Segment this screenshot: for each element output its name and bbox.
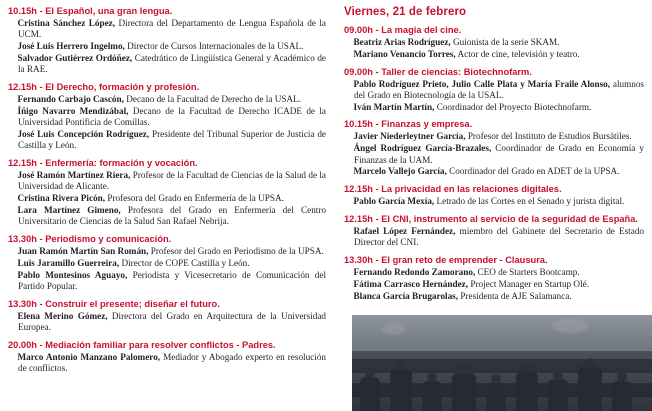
speaker-role: Profesor del Grado en Periodismo de la UPSA. xyxy=(150,245,324,256)
photo-person xyxy=(452,373,476,411)
program-entry xyxy=(8,158,326,227)
photo-person xyxy=(390,369,412,411)
speaker-role: Profesora del Grado en Enfermería de la UPSA. xyxy=(107,193,284,204)
speaker-name: Lara Martínez Gimeno, xyxy=(17,204,121,215)
program-entry xyxy=(344,67,644,113)
list-item xyxy=(8,193,326,204)
speaker-list xyxy=(8,18,326,75)
speaker-role: Project Manager en Startup Olé. xyxy=(470,278,589,289)
speaker-list xyxy=(8,170,326,227)
list-item xyxy=(8,106,326,129)
speaker-role: Profesor del Instituto de Estudios Bursátiles. xyxy=(467,131,632,142)
list-item xyxy=(8,270,326,293)
list-item xyxy=(8,258,326,269)
list-item xyxy=(344,143,644,166)
speaker-name: Cristina Rivera Picón, xyxy=(17,193,106,204)
program-entry xyxy=(344,119,644,177)
program-entry xyxy=(344,25,644,60)
program-entry xyxy=(8,6,326,75)
speaker-name: José Ramón Martínez Riera, xyxy=(17,169,131,180)
program-entry xyxy=(8,340,326,375)
photo-person xyxy=(486,383,506,411)
speaker-name: Cristina Sánchez López, xyxy=(17,18,116,28)
speaker-role: Directora del Grado en Arquitectura de la Universidad Europea. xyxy=(18,310,326,332)
program-entry xyxy=(8,82,326,151)
speaker-role: Guionista de la serie SKAM. xyxy=(453,37,560,47)
speaker-name: Salvador Gutiérrez Ordóñez, xyxy=(17,52,133,63)
speaker-name: Iván Martín Martín, xyxy=(353,101,435,112)
speaker-role: Profesora del Grado en Enfermería del Centro Universitario de Ciencias de la Salud San Rafael Nebrija. xyxy=(18,204,326,227)
list-item xyxy=(8,129,326,152)
speaker-name: José Luis Concepción Rodríguez, xyxy=(17,128,150,139)
list-item xyxy=(344,226,644,249)
speaker-role: Actor de cine, televisión y teatro. xyxy=(457,48,580,59)
speaker-name: Pablo García Mexía, xyxy=(353,196,435,207)
speaker-name: Luis Jaramillo Guerreira, xyxy=(17,257,120,268)
speaker-role: Mediador y Abogado experto en resolución de conflictos. xyxy=(18,351,327,374)
list-item xyxy=(8,311,326,334)
speaker-role: alumnos del Grado en Biotecnología de la USAL. xyxy=(354,78,645,100)
speaker-name: Marcelo Vallejo García, xyxy=(353,166,447,177)
list-item xyxy=(8,94,326,105)
program-entry xyxy=(8,299,326,334)
entry-time-title: 09.00h - La magia del cine. xyxy=(344,25,462,35)
entry-time-title: 10.15h - El Español, una gran lengua. xyxy=(8,6,173,16)
program-entry xyxy=(8,234,326,292)
photo-person xyxy=(578,367,602,411)
speaker-role: miembro del Gabinete del Secretario de Estado Director del CNI. xyxy=(354,225,645,248)
speaker-list xyxy=(8,352,326,375)
speaker-name: Íñigo Navarro Mendizábal, xyxy=(17,105,129,116)
list-item xyxy=(344,166,644,177)
speaker-name: Juan Ramón Martín San Román, xyxy=(17,245,149,256)
speaker-list xyxy=(344,131,644,177)
speaker-role: Catedrático de Lingüística General y Académico de la RAE. xyxy=(18,52,327,75)
list-item xyxy=(8,53,326,76)
speaker-name: Fernando Redondo Zamorano, xyxy=(353,267,476,278)
page-title: Viernes, 21 de febrero xyxy=(344,6,467,18)
speaker-list xyxy=(344,196,644,207)
list-item xyxy=(344,291,644,302)
entry-time-title: 09.00h - Taller de ciencias: Biotechnofarm. xyxy=(344,66,532,77)
program-entry xyxy=(344,184,644,207)
list-item xyxy=(344,131,644,142)
speaker-name: Fátima Carrasco Hernández, xyxy=(353,278,469,289)
entry-time-title: 13.30h - Construir el presente; diseñar el futuro. xyxy=(8,298,220,309)
speaker-role: Periodista y Vicesecretario de Comunicación del Partido Popular. xyxy=(18,269,327,291)
list-item xyxy=(8,352,326,375)
list-item xyxy=(344,102,644,113)
speaker-name: Pablo Rodríguez Prieto, Julio Calle Plata y María Fraile Alonso, xyxy=(353,78,611,89)
speaker-role: Director de COPE Castilla y León. xyxy=(121,257,250,268)
list-item xyxy=(344,267,644,278)
photo-person xyxy=(548,379,568,411)
speaker-role: Directora del Departamento de Lengua Española de la UCM. xyxy=(18,18,326,40)
entry-time-title: 20.00h - Mediación familiar para resolver conflictos - Padres. xyxy=(8,339,276,350)
program-entry xyxy=(344,255,644,302)
photo-person xyxy=(516,371,538,411)
left-entries xyxy=(8,6,326,374)
entry-time-title: 13.30h - Periodismo y comunicación. xyxy=(8,233,172,244)
entry-time-title: 12.15h - La privacidad en las relaciones digitales. xyxy=(344,184,562,195)
speaker-role: Presidenta de AJE Salamanca. xyxy=(460,290,572,301)
entry-time-title: 10.15h - Finanzas y empresa. xyxy=(344,119,473,130)
audience-photo xyxy=(352,315,652,411)
photo-person xyxy=(360,377,380,411)
speaker-list xyxy=(344,267,644,302)
left-column xyxy=(8,6,326,411)
speaker-role: Coordinador del Grado en ADET de la UPSA. xyxy=(449,166,620,177)
speaker-name: Beatriz Arias Rodríguez, xyxy=(353,37,451,47)
list-item xyxy=(8,18,326,41)
speaker-list xyxy=(8,311,326,334)
entry-time-title: 12.15h - Enfermería: formación y vocación. xyxy=(8,157,198,168)
speaker-name: Javier Niederleytner García, xyxy=(353,131,466,142)
speaker-role: Director de Cursos Internacionales de la USAL. xyxy=(127,41,304,52)
program-entry xyxy=(344,214,644,249)
list-item xyxy=(344,49,644,60)
speaker-list xyxy=(344,79,644,113)
entry-time-title: 12.15h - El Derecho, formación y profesión. xyxy=(8,81,200,92)
list-item xyxy=(344,79,644,102)
speaker-list xyxy=(8,94,326,151)
speaker-name: Rafael López Fernández, xyxy=(353,225,456,236)
photo-highlight xyxy=(552,319,588,333)
list-item xyxy=(8,205,326,228)
speaker-list xyxy=(8,246,326,292)
list-item xyxy=(8,170,326,193)
speaker-role: Decano de la Facultad de Derecho de la USAL. xyxy=(126,93,301,104)
photo-highlight xyxy=(382,323,406,335)
speaker-name: Blanca García Brugarolas, xyxy=(353,290,459,301)
list-item xyxy=(344,37,644,48)
entry-time-title: 12.15h - El CNI, instrumento al servicio de la seguridad de España. xyxy=(344,213,638,224)
speaker-role: Decano de la Facultad de Derecho ICADE de la Universidad Pontificia de Comillas. xyxy=(18,105,327,128)
speaker-role: Profesor de la Facultad de Ciencias de la Salud de la Universidad de Alicante. xyxy=(18,169,326,192)
speaker-list xyxy=(344,37,644,60)
list-item xyxy=(344,196,644,207)
speaker-role: Coordinador del Proyecto Biotechnofarm. xyxy=(436,101,592,112)
speaker-role: Letrado de las Cortes en el Senado y jurista digital. xyxy=(436,196,625,207)
speaker-name: Mariano Venancio Torres, xyxy=(353,48,456,59)
speaker-name: Ángel Rodríguez García-Brazales, xyxy=(353,143,492,154)
speaker-name: José Luis Herrero Ingelmo, xyxy=(17,41,125,52)
speaker-name: Elena Merino Gómez, xyxy=(17,310,108,321)
speaker-role: CEO de Starters Bootcamp. xyxy=(477,267,580,278)
speaker-name: Pablo Montesinos Aguayo, xyxy=(17,269,128,280)
list-item xyxy=(344,279,644,290)
speaker-name: Fernando Carbajo Cascón, xyxy=(17,93,124,104)
list-item xyxy=(8,41,326,52)
speaker-role: Presidente del Tribunal Superior de Justicia de Castilla y León. xyxy=(18,128,327,151)
entry-time-title: 13.30h - El gran reto de emprender - Clausura. xyxy=(344,255,548,266)
photo-person xyxy=(422,381,442,411)
speaker-name: Marco Antonio Manzano Palomero, xyxy=(17,351,161,362)
speaker-role: Coordinador de Grado en Economía y Finanzas de la UAM. xyxy=(354,143,644,165)
list-item xyxy=(8,246,326,257)
speaker-list xyxy=(344,226,644,249)
photo-person xyxy=(612,381,632,411)
right-entries xyxy=(344,25,644,302)
